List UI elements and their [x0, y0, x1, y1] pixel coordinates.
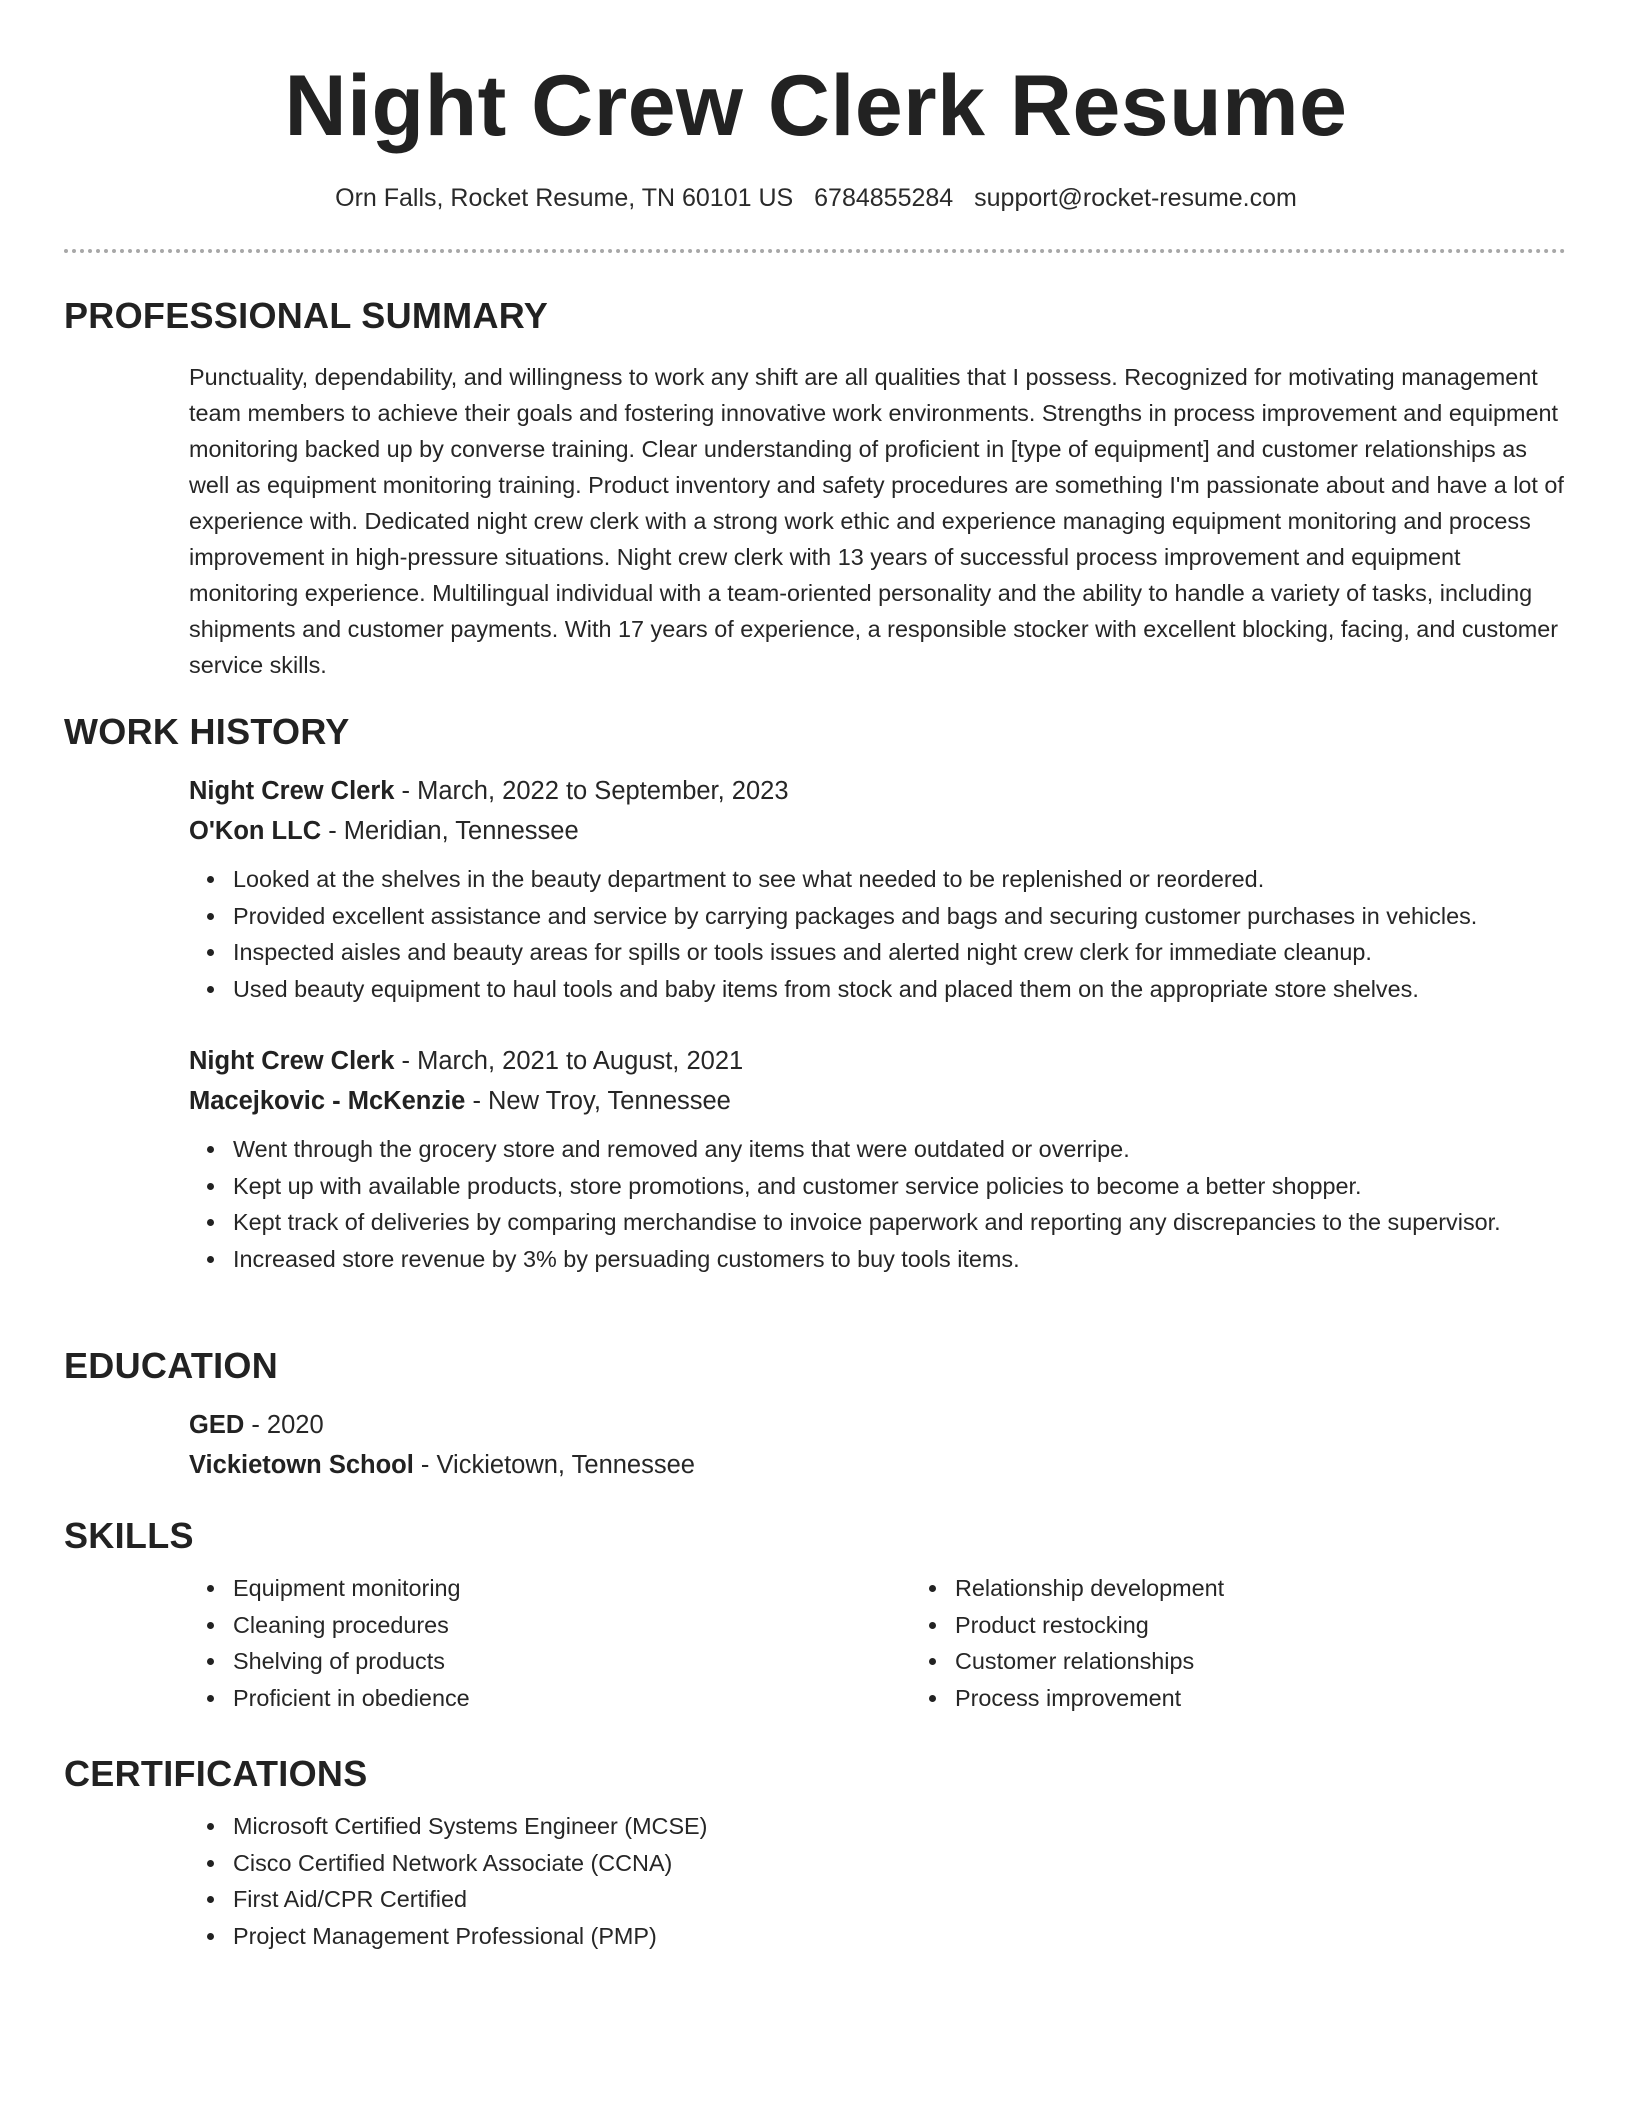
list-item: Kept track of deliveries by comparing merchandise to invoice paperwork and reporting any discrepancies to the supervisor.: [233, 1204, 1566, 1241]
certifications-list: [189, 1808, 1566, 1954]
summary-heading: PROFESSIONAL SUMMARY: [64, 295, 549, 336]
job-role: Night Crew Clerk: [189, 777, 395, 805]
list-item: Looked at the shelves in the beauty department to see what needed to be replenished or reordered.: [233, 861, 1566, 898]
skills-heading: SKILLS: [64, 1515, 194, 1556]
list-item: Product restocking: [955, 1607, 1566, 1644]
list-item: Increased store revenue by 3% by persuading customers to buy tools items.: [233, 1241, 1566, 1278]
summary-section: [64, 294, 1566, 683]
job-dates: - March, 2022 to September, 2023: [394, 777, 789, 805]
list-item: First Aid/CPR Certified: [233, 1881, 1566, 1918]
list-item: Went through the grocery store and removed any items that were outdated or overripe.: [233, 1131, 1566, 1168]
education-heading: EDUCATION: [64, 1345, 279, 1386]
job-role: Night Crew Clerk: [189, 1047, 395, 1075]
list-item: Process improvement: [955, 1680, 1566, 1717]
certifications-section: [64, 1752, 1566, 1954]
job-company-line: [189, 1081, 1566, 1121]
education-entry: [189, 1405, 1566, 1485]
education-section: [64, 1344, 1566, 1485]
degree-line: [189, 1405, 1566, 1445]
school-line: [189, 1445, 1566, 1485]
job-title-line: [189, 771, 1566, 811]
list-item: Kept up with available products, store promotions, and customer service policies to become a better shopper.: [233, 1168, 1566, 1205]
job-location: - New Troy, Tennessee: [465, 1087, 731, 1115]
work-history-heading: WORK HISTORY: [64, 711, 350, 752]
contact-phone: 6784855284: [814, 184, 954, 212]
job-company: O'Kon LLC: [189, 817, 322, 845]
job-dates: - March, 2021 to August, 2021: [394, 1047, 744, 1075]
skills-section: [64, 1514, 1566, 1716]
list-item: Inspected aisles and beauty areas for spills or tools issues and alerted night crew clerk for immediate cleanup.: [233, 934, 1566, 971]
job-company-line: [189, 811, 1566, 851]
degree: GED: [189, 1411, 245, 1439]
certifications-heading: CERTIFICATIONS: [64, 1753, 368, 1794]
skills-right-column: [911, 1570, 1566, 1716]
list-item: Cleaning procedures: [233, 1607, 911, 1644]
list-item: Proficient in obedience: [233, 1680, 911, 1717]
job-bullets: [189, 1131, 1566, 1277]
list-item: Relationship development: [955, 1570, 1566, 1607]
job-company: Macejkovic - McKenzie: [189, 1087, 466, 1115]
header-divider: [64, 249, 1566, 253]
skills-left-column: [189, 1570, 911, 1716]
job-bullets: [189, 861, 1566, 1007]
contact-email: support@rocket-resume.com: [974, 184, 1297, 212]
certifications-list-wrap: [189, 1808, 1566, 1954]
list-item: Microsoft Certified Systems Engineer (MCSE): [233, 1808, 1566, 1845]
list-item: Used beauty equipment to haul tools and baby items from stock and placed them on the appropriate store shelves.: [233, 971, 1566, 1008]
job-entry: [189, 1041, 1566, 1277]
list-item: Provided excellent assistance and service by carrying packages and bags and securing customer purchases in vehicles.: [233, 898, 1566, 935]
resume-title: Night Crew Clerk Resume: [284, 58, 1348, 154]
summary-text: Punctuality, dependability, and willingness to work any shift are all qualities that I possess. Recognized for motivating management team members to achieve their goals and fostering innovative work environments. Strengths in process improvement and equipment monitoring backed up by converse training. Clear understanding of proficient in [type of equipment] and customer relationships as well as equipment monitoring training. Product inventory and safety procedures are something I'm passionate about and have a lot of experience with. Dedicated night crew clerk with a strong work ethic and experience managing equipment monitoring and process improvement in high-pressure situations. Night crew clerk with 13 years of successful process improvement and equipment monitoring experience. Multilingual individual with a team-oriented personality and the ability to handle a variety of tasks, including shipments and customer payments. With 17 years of experience, a responsible stocker with excellent blocking, facing, and customer service skills.: [189, 364, 1564, 678]
skills-grid: [189, 1570, 1566, 1716]
contact-line: [0, 182, 1632, 214]
list-item: Equipment monitoring: [233, 1570, 911, 1607]
contact-address: Orn Falls, Rocket Resume, TN 60101 US: [335, 184, 794, 212]
job-location: - Meridian, Tennessee: [321, 817, 579, 845]
school-location: - Vickietown, Tennessee: [413, 1451, 695, 1479]
list-item: Cisco Certified Network Associate (CCNA): [233, 1845, 1566, 1882]
job-entry: [189, 771, 1566, 1007]
list-item: Project Management Professional (PMP): [233, 1918, 1566, 1955]
list-item: Shelving of products: [233, 1643, 911, 1680]
list-item: Customer relationships: [955, 1643, 1566, 1680]
work-history-section: [64, 710, 1566, 1277]
job-title-line: [189, 1041, 1566, 1081]
school-name: Vickietown School: [189, 1451, 414, 1479]
degree-year: - 2020: [244, 1411, 324, 1439]
